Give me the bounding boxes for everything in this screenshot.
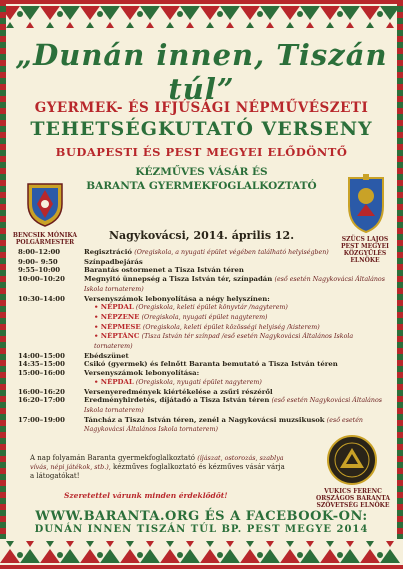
program-time xyxy=(18,323,84,333)
poster-subtitle-4b: BARANTA GYERMEKFOGLALKOZTATÓ xyxy=(86,180,317,192)
program-note: (Oregiskola, nyugati épület nagyterem) xyxy=(141,313,268,321)
program-entry xyxy=(84,378,388,388)
program-text: Versenyszámok lebonyolítása: xyxy=(84,369,200,378)
baranta-medal-icon xyxy=(326,434,378,486)
program-row xyxy=(18,303,388,313)
program-entry xyxy=(84,313,388,323)
note-line-1-detail: (íjászat, ostorozás, szablya xyxy=(197,454,284,462)
program-text: • NÉPDAL xyxy=(94,303,134,312)
program-row xyxy=(18,313,388,323)
program-row xyxy=(18,332,388,351)
program-entry xyxy=(84,332,388,351)
program-text: Eredményhirdetés, díjátadó a Tisza István téren xyxy=(84,396,270,405)
left-patron-name: BENCSIK MÓNIKA xyxy=(12,232,78,239)
program-text: Táncház a Tisza István téren, zenél a Nagykovácsi muzsikusok xyxy=(84,415,325,424)
program-text: Megnyitó ünnepség a Tisza István tér, színpadán xyxy=(84,275,273,284)
poster-subtitle-4a: KÉZMŰVES VÁSÁR ÉS xyxy=(135,166,268,178)
activities-note xyxy=(30,454,300,481)
program-text: Versenyeredmények kiértékelése a zsűri részéről xyxy=(84,387,273,396)
program-time: 9:00– 9:50 xyxy=(18,257,58,266)
poster-subtitle-2: TEHETSÉGKUTATÓ VERSENY xyxy=(30,118,373,140)
program-entry xyxy=(84,266,388,275)
program-entry xyxy=(84,258,388,267)
program-time xyxy=(18,303,84,313)
facebook-line: DUNÁN INNEN TISZÁN TÚL BP. PEST MEGYE 2014 xyxy=(34,524,369,535)
program-entry xyxy=(84,303,388,313)
poster-subtitle-3: BUDAPESTI ÉS PEST MEGYEI ELŐDÖNTŐ xyxy=(55,145,348,159)
program-text: Ebédszünet xyxy=(84,351,129,360)
program-note: (eső esetén Nagykovácsi Általános Iskola tornaterem) xyxy=(84,416,363,434)
program-time: 15:00–16:00 xyxy=(18,369,65,378)
program-entry xyxy=(84,323,388,333)
note-line-1: A nap folyamán Baranta gyermekfoglalkoztató xyxy=(30,454,195,462)
program-note: (Oregiskola, nyugati épület nagyterem) xyxy=(135,378,262,386)
poster-subtitle-1: GYERMEK- ÉS IFJÚSÁGI NÉPMŰVÉSZETI xyxy=(34,100,369,116)
program-row xyxy=(18,396,388,415)
county-crest-icon xyxy=(345,172,387,234)
note-line-3: a látogatókat! xyxy=(30,472,80,480)
program-text: Csikó (gyermek) és felnőtt Baranta bemutató a Tisza István téren xyxy=(84,360,338,369)
program-row xyxy=(18,258,388,267)
medal-patron-role: ORSZÁGOS BARANTA SZÖVETSÉG ELNÖKE xyxy=(316,495,390,509)
program-row xyxy=(18,369,388,378)
program-entry xyxy=(84,295,388,304)
program-entry xyxy=(84,388,388,397)
program-note: (Oregiskola, a nyugati épület végében található helyiségben) xyxy=(134,249,329,256)
program-entry xyxy=(84,369,388,378)
right-patron-role: PEST MEGYEI KÖZGYŰLÉS ELNÖKE xyxy=(341,243,389,264)
program-note: (Tisza István tér színpad /eső esetén Nagykovácsi Általános Iskola tornaterem) xyxy=(94,333,354,351)
greeting: Szeretettel várunk minden érdeklődőt! xyxy=(64,491,228,500)
program-entry xyxy=(84,248,388,258)
program-time: 16:20–17:00 xyxy=(18,396,65,405)
program-time: 14:00–15:00 xyxy=(18,351,65,360)
program-entry xyxy=(84,275,388,294)
program-row xyxy=(18,248,388,258)
program-time xyxy=(18,332,84,351)
embroidery-border-top xyxy=(0,0,403,30)
program-text: • NÉPDAL xyxy=(94,377,134,386)
program-note: (eső esetén Nagykovácsi Általános Iskola tornaterem) xyxy=(84,276,385,293)
medal-patron-name: VUKICS FERENC xyxy=(324,488,382,495)
note-line-2: kézműves foglalkoztató és kézműves vásár várja xyxy=(113,463,285,471)
left-patron-role: POLGÁRMESTER xyxy=(15,239,75,246)
poster-title: „Dunán innen, Tiszán túl” xyxy=(15,38,388,106)
program-row xyxy=(18,360,388,369)
program-note: (eső esetén Nagykovácsi Általános Iskola tornaterem) xyxy=(84,397,383,414)
program-text: • NÉPTÁNC xyxy=(94,332,140,341)
program-time: 10:30–14:00 xyxy=(18,294,65,303)
program-note: (Oregiskola, keleti épület közösségi helyiség /kisterem) xyxy=(142,323,320,331)
program-entry xyxy=(84,416,388,435)
program-text: Versenyszámok lebonyolítása a négy helyszínen: xyxy=(84,294,270,303)
program-time xyxy=(18,313,84,323)
program-time: 8:00–12:00 xyxy=(18,248,61,256)
program-time: 17:00–19:00 xyxy=(18,415,65,424)
program-row xyxy=(18,295,388,304)
program-text: Barantás ostormenet a Tisza István téren xyxy=(84,266,244,275)
event-date: Nagykovácsi, 2014. április 12. xyxy=(108,229,295,242)
program-row xyxy=(18,378,388,388)
program-time: 16:00–16:20 xyxy=(18,387,65,396)
program-entry xyxy=(84,360,388,369)
note-line-2-detail: vívás, népi játékok, stb.), xyxy=(30,463,111,471)
program-list xyxy=(18,248,388,435)
program-entry xyxy=(84,396,388,415)
website-line: WWW.BARANTA.ORG ÉS A FACEBOOK-ON: xyxy=(35,509,368,524)
program-time xyxy=(18,378,84,388)
program-row xyxy=(18,416,388,435)
program-text: Színpadbejárás xyxy=(84,257,143,266)
right-patron-name: SZÜCS LAJOS xyxy=(341,236,389,243)
program-row xyxy=(18,275,388,294)
embroidery-border-bottom xyxy=(0,539,403,569)
program-time: 10:00–10:20 xyxy=(18,275,65,284)
program-row xyxy=(18,388,388,397)
program-row xyxy=(18,323,388,333)
program-text: Regisztráció xyxy=(84,248,133,256)
coat-of-arms-icon xyxy=(20,178,70,228)
medal-patron-caption xyxy=(314,488,392,509)
program-text: • NÉPMESE xyxy=(94,322,141,331)
program-text: • NÉPZENE xyxy=(94,312,140,321)
program-time: 14:35–15:00 xyxy=(18,360,65,369)
program-time: 9:55–10:00 xyxy=(18,266,61,275)
program-row xyxy=(18,266,388,275)
program-note: (Oregiskola, keleti épület könyvtár /nagyterem) xyxy=(135,304,288,312)
